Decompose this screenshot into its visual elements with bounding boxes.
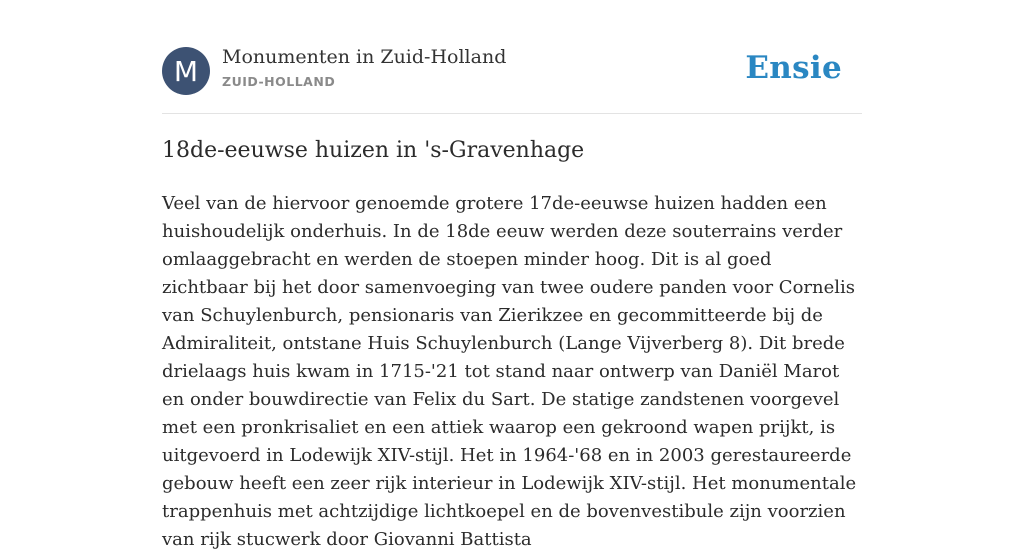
article-body: Veel van de hiervoor genoemde grotere 17de-eeuwse huizen hadden een huishoudelijk onderhuis. In de 18de eeuw werden deze souterrains verder omlaaggebracht en werden de stoepen minder hoog. Dit is al goed zichtbaar bij het door samenvoeging van twee oudere panden voor Cornelis van Schuylenburch, pensionaris van Zierikzee en gecommitteerde bij de Admiraliteit, ontstane Huis Schuylenburch (Lange Vijverberg 8). Dit brede drielaags huis kwam in 1715-'21 tot stand naar ontwerp van Daniël Marot en onder bouwdirectie van Felix du Sart. De statige zandstenen voorgevel met een pronkrisaliet en een attiek waarop een gekroond wapen prijkt, is uitgevoerd in Lodewijk XIV-stijl. Het in 1964-'68 en in 2003 gerestaureerde gebouw heeft een zeer rijk interieur in Lodewijk XIV-stijl. Het monumentale trappenhuis met achtzijdige lichtkoepel en de bovenvestibule zijn voorzien van rijk stucwerk door Giovanni Battista <box>162 193 857 550</box>
source-name-link[interactable]: Monumenten in Zuid-Holland <box>222 46 507 68</box>
source-region: ZUID-HOLLAND <box>222 74 336 89</box>
article-title: 18de-eeuwse huizen in 's-Gravenhage <box>162 138 585 163</box>
entry-header <box>162 46 862 96</box>
entry-card <box>162 0 862 550</box>
header-divider <box>162 113 862 114</box>
source-avatar[interactable]: M <box>162 47 210 95</box>
ensie-logo[interactable]: Ensie <box>745 50 842 86</box>
